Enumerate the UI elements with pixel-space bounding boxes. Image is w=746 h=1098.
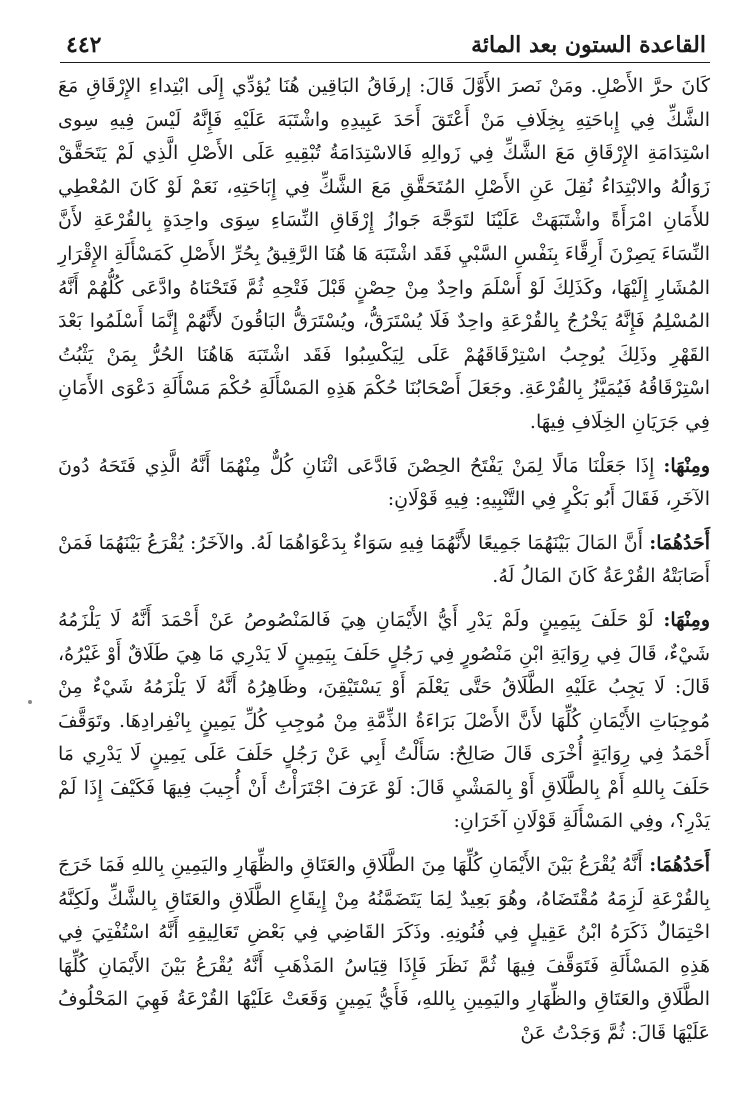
paragraph [58,450,710,517]
paragraph-label: أَحَدُهُمَا: [649,531,710,554]
page-header [66,26,706,60]
paragraph-text: لَوْ حَلَفَ بِيَمِينٍ ولَمْ يَدْرِ أَيُّ الأَيْمَانِ هِيَ فَالمَنْصُوصُ عَنْ أَحْمَدَ أَنَّهُ لَا يَلْزَمُهُ شَيْءٌ، قَالَ فِي رِوَايَةِ ابْنِ مَنْصُورٍ فِي رَجُلٍ حَلَفَ بِيَمِينٍ لَا يَدْرِي مَا هِيَ طَلَاقٌ أَوْ غَيْرُهُ، قَالَ: لَا يَجِبُ عَلَيْهِ الطَّلَاقُ حَتَّى يَعْلَمَ أَوْ يَسْتَيْقِنَ، وظَاهِرُهُ أَنَّهُ لَا يَلْزَمُهُ شَيْءٌ مِنْ مُوجِبَاتِ الأَيْمَانِ كُلِّهَا لأَنَّ الأَصْلَ بَرَاءَةُ الذِّمَّةِ مِنْ مُوجِبِ كُلِّ يَمِينٍ بِانْفِرادِهَا. وتَوَقَّفَ أَحْمَدُ فِي رِوَايَةٍ أُخْرَى قَالَ صَالِحٌ: سَأَلْتُ أَبِي عَنْ رَجُلٍ حَلَفَ عَلَى يَمِينٍ لَا يَدْرِي مَا حَلَفَ بِاللهِ أَمْ بِالطَّلَاقِ أَوْ بِالمَشْيِ قَالَ: لَوْ عَرَفَ اجْتَرَأْتُ أَنْ أُجِيبَ فِيهَا فَكَيْفَ إِذَا لَمْ يَدْرِ؟، وفِي المَسْأَلَةِ قَوْلَانِ آخَرَانِ: [58,608,710,833]
paragraph-text: أَنَّهُ يُقْرَعُ بَيْنَ الأَيْمَانِ كُلِّهَا مِنَ الطَّلَاقِ والعَتَاقِ والظِّهَارِ واليَمِينِ بِاللهِ فَمَا خَرَجَ بِالقُرْعَةِ لَزِمَهُ مُقْتَضَاهُ، وهُوَ بَعِيدٌ لِمَا يَتَضَمَّنُهُ مِنْ إِيقَاعِ الطَّلَاقِ والعَتَاقِ بِالشَّكِّ ولَكِنَّهُ احْتِمَالٌ ذَكَرَهُ ابْنُ عَقِيلٍ فِي فُنُونِهِ. وذَكَرَ القَاضِي فِي بَعْضِ تَعَالِيقِهِ أَنَّهُ اسْتُفْتِيَ فِي هَذِهِ المَسْأَلَةِ فَتَوَقَّفَ فِيهَا ثُمَّ نَظَرَ فَإِذَا قِيَاسُ المَذْهَبِ أَنَّهُ يُقْرَعُ بَيْنَ الأَيْمَانِ كُلِّهَا الطَّلَاقِ والعَتَاقِ والظِّهَارِ واليَمِينِ بِاللهِ، فَأَيُّ يَمِينٍ وَقَعَتْ عَلَيْهَا القُرْعَةُ فَهِيَ المَحْلُوفُ عَلَيْهَا قَالَ: ثُمَّ وَجَدْتُ عَنْ [58,854,710,1045]
margin-dot [28,700,32,704]
paragraph-text: أَنَّ المَالَ بَيْنَهُمَا جَمِيعًا لأَنَّهُمَا فِيهِ سَوَاءٌ بِدَعْوَاهُمَا لَهُ. والآخَرُ: يُقْرَعُ بَيْنَهُمَا فَمَنْ أَصَابَتْهُ القُرْعَةُ كَانَ المَالُ لَهُ. [58,531,710,588]
paragraph-text: كَانَ حرَّ الأَصْلِ. ومَنْ نَصرَ الأَوَّلَ قَالَ: إرفَاقُ البَاقِين هُنَا يُؤدِّي إِلَى ابْتِداءِ الإِرْقَاقِ مَعَ الشَّكِّ فِي إِباحَتِهِ بِخِلَافِ مَنْ أَعْتَقَ أَحَدَ عَبِيدِهِ واشْتَبَهَ عَلَيْهِ فَإِنَّهُ لَيْسَ فِيهِ سِوى اسْتِدَامَةِ الإِرْقَاقِ مَعَ الشَّكِّ فِي زَوالِهِ فَالاسْتِدَامَةُ تُبْقِيهِ عَلَى الأَصْلِ الَّذِي لَمْ يَتَحَقَّقْ زَوَالُهُ والابْتِدَاءُ نُقِلَ عَنِ الأَصْلِ المُتَحَقَّقِ مَعَ الشَّكِّ فِي إِبَاحَتِهِ، نَعَمْ لَوْ كَانَ المُعْطِي للأَمَانِ امْرَأَةً واشْتَبَهَتْ عَلَيْنَا لتَوَجَّهَ جَوازُ إِرْقَاقِ النِّسَاءِ سِوَى واحِدَةٍ بِالقُرْعَةِ لأَنَّ النِّسَاءَ يَصِرْنَ أَرِقَّاءَ بِنَفْسِ السَّبْيِ فَقَد اشْتَبَهَ هَا هُنَا الرَّقِيقُ بِحُرِّ الأَصْلِ كَمَسْأَلَةِ الإِقْرَارِ المُشَارِ إِلَيْهَا، وكَذَلِكَ لَوْ أَسْلَمَ واحِدٌ مِنْ حِصْنٍ قَبْلَ فَتْحِهِ ثُمَّ فَتَحْنَاهُ وادَّعَى كُلُّهُمْ أَنَّهُ المُسْلِمُ فَإِنَّهُ يَخْرُجُ بِالقُرْعَةِ واحِدٌ فَلَا يُسْتَرَقُّ، ويُسْتَرَقُّ البَاقُونَ لأَنَّهُمْ إِنَّمَا أَسْلَمُوا بَعْدَ القَهْرِ وذَلِكَ يُوجِبُ اسْتِرْقَاقَهُمْ عَلَى لِيَكْسِبُوا فَقَد اشْتَبَهَ هَاهُنَا الحُرُّ بِمَنْ يَثْبُتُ اسْتِرْقَاقُهُ فَيُمَيَّزُ بِالقُرْعَةِ. وجَعَلَ أَصْحَابُنَا حُكْمَ هَذِهِ المَسْأَلَةِ حُكْمَ مَسْأَلَةِ دَعْوَى الأَمَانِ فِي جَرَيَانِ الخِلَافِ فِيهَا. [58,75,710,433]
header-divider [60,62,710,63]
paragraph-label: أَحَدُهُمَا: [649,854,710,877]
paragraph-label: ومِنْهَا: [663,454,710,477]
page-body [58,70,710,1051]
paragraph [58,849,710,1051]
paragraph [58,70,710,440]
paragraph-label: ومِنْهَا: [663,608,710,631]
chapter-title: القاعدة الستون بعد المائة [471,32,706,58]
paragraph [58,604,710,839]
paragraph [58,527,710,594]
page-number: ٤٤٢ [66,32,102,58]
paragraph-text: إِذَا جَعَلْنَا مَالًا لِمَنْ يَفْتَحُ الحِصْنَ فَادَّعَى اثْنَانِ كُلٌّ مِنْهُمَا أَنَّهُ الَّذِي فَتَحَهُ دُونَ الآخَرِ، فَقَالَ أَبُو بَكْرٍ فِي التَّنْبِيهِ: فِيهِ قَوْلَانِ: [58,454,710,511]
